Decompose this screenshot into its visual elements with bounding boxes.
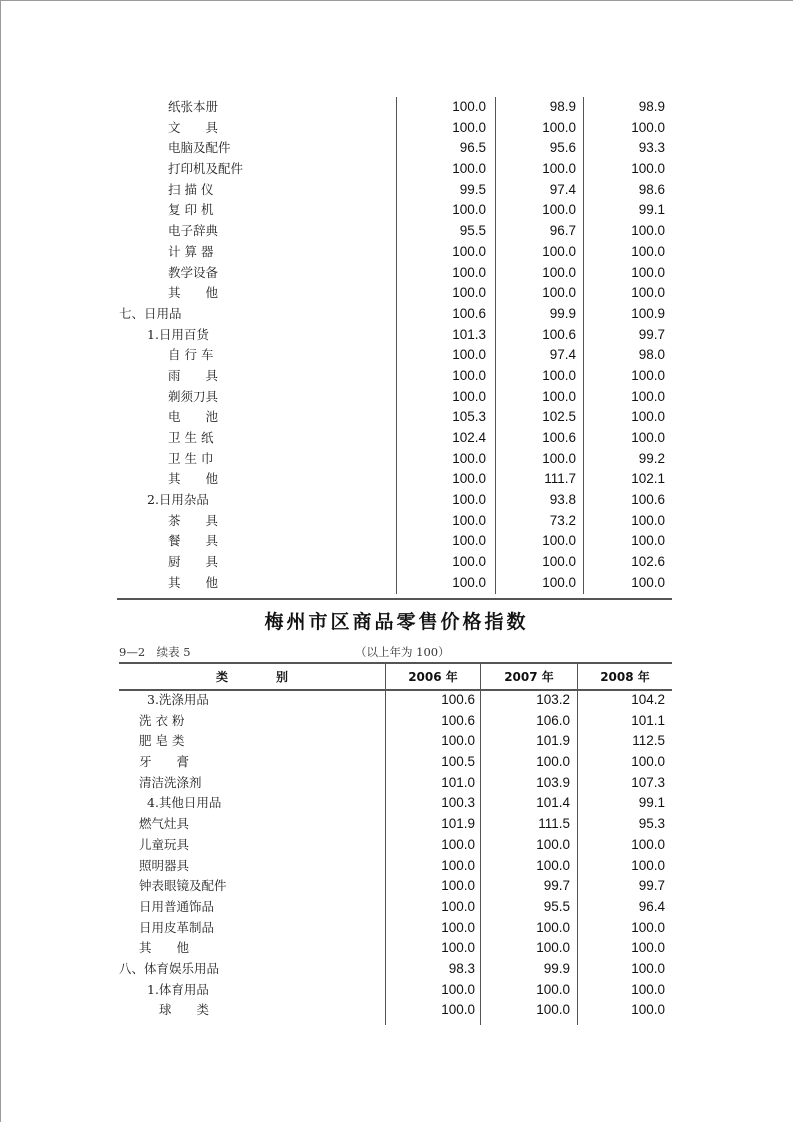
value-2008: 100.0 bbox=[631, 264, 665, 280]
value-2008: 100.0 bbox=[631, 367, 665, 383]
value-2006: 100.0 bbox=[452, 347, 486, 363]
row-category-label: 电脑及配件 bbox=[168, 140, 231, 156]
value-2007: 100.6 bbox=[542, 326, 576, 342]
table-row bbox=[119, 138, 672, 159]
value-2007: 101.9 bbox=[536, 733, 570, 749]
header-2006: 2006 年 bbox=[408, 670, 458, 684]
value-2008: 98.0 bbox=[638, 347, 665, 363]
value-2007: 111.7 bbox=[544, 471, 576, 487]
row-category-label: 雨 具 bbox=[168, 367, 219, 383]
value-2006: 100.6 bbox=[441, 712, 475, 728]
value-2008: 104.2 bbox=[631, 692, 665, 707]
value-2007: 100.6 bbox=[542, 430, 576, 445]
row-category-label: 打印机及配件 bbox=[168, 161, 244, 177]
table-row bbox=[119, 552, 672, 573]
row-category-label: 照明器具 bbox=[139, 857, 190, 873]
row-category-label: 厨 具 bbox=[168, 554, 219, 570]
row-category-label: 日用皮革制品 bbox=[139, 919, 215, 935]
value-2006: 100.0 bbox=[452, 492, 486, 508]
value-2008: 99.7 bbox=[638, 878, 665, 894]
value-2007: 103.9 bbox=[536, 774, 570, 790]
value-2006: 100.0 bbox=[452, 243, 486, 259]
row-category-label: 燃气灶具 bbox=[139, 816, 190, 832]
value-2006: 100.0 bbox=[441, 919, 475, 935]
value-2007: 97.4 bbox=[549, 181, 576, 197]
value-2008: 100.0 bbox=[631, 940, 665, 956]
value-2006: 100.0 bbox=[441, 940, 475, 956]
value-2006: 100.0 bbox=[452, 367, 486, 383]
table-row bbox=[119, 325, 672, 346]
value-2006: 100.0 bbox=[441, 878, 475, 894]
value-2006: 100.0 bbox=[441, 981, 475, 997]
value-2006: 102.4 bbox=[452, 430, 486, 445]
value-2008: 100.0 bbox=[631, 243, 665, 259]
row-category-label: 卫 生 巾 bbox=[168, 450, 214, 466]
table-row bbox=[119, 180, 672, 201]
table-id-caption: 9—2 续表 5 bbox=[119, 645, 191, 659]
value-2008: 96.4 bbox=[638, 898, 665, 914]
table-row bbox=[119, 835, 672, 856]
table-row bbox=[119, 221, 672, 242]
value-2008: 100.0 bbox=[631, 119, 665, 135]
value-2008: 99.1 bbox=[638, 795, 665, 811]
value-2006: 96.5 bbox=[459, 140, 486, 156]
row-category-label: 八、体育娱乐用品 bbox=[119, 960, 220, 976]
value-2007: 100.0 bbox=[542, 533, 576, 549]
header-2008: 2008 年 bbox=[600, 670, 650, 684]
row-category-label: 茶 具 bbox=[168, 512, 219, 528]
value-2007: 100.0 bbox=[542, 202, 576, 218]
value-2007: 111.5 bbox=[538, 816, 570, 832]
value-2006: 100.0 bbox=[452, 574, 486, 590]
value-2007: 102.5 bbox=[542, 409, 576, 425]
table-bottom-rule bbox=[117, 598, 672, 600]
table-row bbox=[119, 387, 672, 408]
value-2006: 100.0 bbox=[452, 471, 486, 487]
value-2007: 106.0 bbox=[536, 712, 570, 728]
table-row bbox=[119, 366, 672, 387]
table-row bbox=[119, 573, 672, 594]
value-2006: 100.5 bbox=[441, 754, 475, 770]
value-2008: 100.0 bbox=[631, 836, 665, 852]
value-2007: 100.0 bbox=[542, 161, 576, 177]
row-category-label: 电 池 bbox=[168, 409, 219, 425]
value-2008: 107.3 bbox=[631, 774, 665, 790]
row-category-label: 其 他 bbox=[168, 471, 219, 487]
value-2008: 100.0 bbox=[631, 981, 665, 997]
table-row bbox=[119, 856, 672, 877]
value-2006: 100.0 bbox=[452, 264, 486, 280]
value-2006: 100.0 bbox=[452, 512, 486, 528]
value-2006: 99.5 bbox=[459, 181, 486, 197]
value-2008: 100.0 bbox=[631, 409, 665, 425]
value-2006: 95.5 bbox=[459, 223, 486, 239]
value-2007: 100.0 bbox=[536, 754, 570, 770]
value-2008: 100.0 bbox=[631, 161, 665, 177]
table-row bbox=[119, 731, 672, 752]
value-2006: 105.3 bbox=[452, 409, 486, 425]
base-year-note: （以上年为 100） bbox=[355, 645, 450, 659]
row-category-label: 钟表眼镜及配件 bbox=[139, 878, 227, 894]
value-2006: 101.0 bbox=[441, 774, 475, 790]
header-category: 类 别 bbox=[215, 670, 288, 684]
table-row bbox=[119, 531, 672, 552]
value-2007: 97.4 bbox=[549, 347, 576, 363]
row-category-label: 其 他 bbox=[168, 574, 219, 590]
value-2007: 100.0 bbox=[536, 836, 570, 852]
table-row bbox=[119, 711, 672, 732]
row-category-label: 球 类 bbox=[159, 1002, 210, 1018]
table-row bbox=[119, 449, 672, 470]
value-2008: 99.2 bbox=[638, 450, 665, 466]
row-category-label: 纸张本册 bbox=[168, 99, 219, 114]
table-row bbox=[119, 97, 672, 118]
row-category-label: 电子辞典 bbox=[168, 223, 219, 239]
value-2008: 102.6 bbox=[631, 554, 665, 570]
value-2006: 100.0 bbox=[452, 202, 486, 218]
value-2008: 100.0 bbox=[631, 512, 665, 528]
value-2006: 100.0 bbox=[452, 99, 486, 114]
value-2007: 93.8 bbox=[549, 492, 576, 508]
table-row bbox=[119, 283, 672, 304]
row-category-label: 4.其他日用品 bbox=[147, 795, 222, 811]
value-2007: 95.6 bbox=[549, 140, 576, 156]
value-2007: 100.0 bbox=[542, 119, 576, 135]
value-2007: 96.7 bbox=[549, 223, 576, 239]
table-row bbox=[119, 490, 672, 511]
row-category-label: 七、日用品 bbox=[119, 305, 182, 321]
row-category-label: 1.日用百货 bbox=[147, 326, 209, 342]
value-2007: 100.0 bbox=[542, 388, 576, 404]
table-row bbox=[119, 159, 672, 180]
value-2008: 102.1 bbox=[631, 471, 665, 487]
value-2008: 95.3 bbox=[638, 816, 665, 832]
value-2006: 100.0 bbox=[441, 836, 475, 852]
value-2006: 100.0 bbox=[452, 554, 486, 570]
value-2008: 101.1 bbox=[631, 712, 665, 728]
value-2006: 100.0 bbox=[452, 388, 486, 404]
value-2008: 112.5 bbox=[632, 733, 665, 749]
value-2008: 98.6 bbox=[638, 181, 665, 197]
value-2006: 100.0 bbox=[452, 450, 486, 466]
table-row bbox=[119, 980, 672, 1001]
value-2007: 99.9 bbox=[549, 305, 576, 321]
table-row bbox=[119, 428, 672, 449]
header-2007: 2007 年 bbox=[504, 670, 554, 684]
value-2008: 100.0 bbox=[631, 574, 665, 590]
value-2007: 100.0 bbox=[542, 367, 576, 383]
top-price-index-table bbox=[119, 97, 672, 594]
value-2008: 98.9 bbox=[638, 99, 665, 114]
value-2008: 100.0 bbox=[631, 919, 665, 935]
table-row bbox=[119, 511, 672, 532]
row-category-label: 儿童玩具 bbox=[139, 836, 190, 852]
value-2006: 100.6 bbox=[452, 305, 486, 321]
value-2006: 100.0 bbox=[441, 733, 475, 749]
table-row bbox=[119, 773, 672, 794]
table-row bbox=[119, 304, 672, 325]
value-2007: 100.0 bbox=[542, 243, 576, 259]
value-2007: 101.4 bbox=[536, 795, 570, 811]
value-2008: 100.0 bbox=[631, 285, 665, 301]
table-row bbox=[119, 118, 672, 139]
value-2007: 95.5 bbox=[543, 898, 570, 914]
value-2007: 100.0 bbox=[542, 574, 576, 590]
row-category-label: 计 算 器 bbox=[168, 243, 214, 259]
row-category-label: 卫 生 纸 bbox=[168, 430, 214, 445]
table-row bbox=[119, 918, 672, 939]
value-2007: 73.2 bbox=[549, 512, 576, 528]
value-2007: 99.9 bbox=[543, 960, 570, 976]
value-2008: 99.7 bbox=[638, 326, 665, 342]
value-2006: 100.3 bbox=[441, 795, 475, 811]
row-category-label: 肥 皂 类 bbox=[139, 733, 185, 749]
value-2008: 100.0 bbox=[631, 857, 665, 873]
value-2008: 100.9 bbox=[631, 305, 665, 321]
table-row bbox=[119, 263, 672, 284]
value-2007: 103.2 bbox=[536, 692, 570, 707]
table-row bbox=[119, 938, 672, 959]
row-category-label: 2.日用杂品 bbox=[147, 492, 209, 508]
value-2008: 100.0 bbox=[631, 1002, 665, 1018]
value-2007: 99.7 bbox=[543, 878, 570, 894]
value-2008: 100.0 bbox=[631, 960, 665, 976]
table-row bbox=[119, 876, 672, 897]
value-2006: 98.3 bbox=[448, 960, 475, 976]
value-2008: 100.0 bbox=[631, 223, 665, 239]
row-category-label: 剃须刀具 bbox=[168, 388, 219, 404]
row-category-label: 3.洗涤用品 bbox=[147, 692, 209, 707]
value-2006: 101.9 bbox=[441, 816, 475, 832]
value-2006: 100.0 bbox=[452, 533, 486, 549]
row-category-label: 清洁洗涤剂 bbox=[139, 774, 202, 790]
value-2007: 100.0 bbox=[536, 1002, 570, 1018]
table-row bbox=[119, 407, 672, 428]
row-category-label: 餐 具 bbox=[168, 533, 219, 549]
value-2007: 98.9 bbox=[549, 99, 576, 114]
value-2006: 100.0 bbox=[452, 285, 486, 301]
table-row bbox=[119, 959, 672, 980]
value-2007: 100.0 bbox=[542, 554, 576, 570]
table-row bbox=[119, 1000, 672, 1021]
page-title: 梅州市区商品零售价格指数 bbox=[264, 611, 529, 633]
value-2006: 101.3 bbox=[452, 326, 486, 342]
table-row bbox=[119, 897, 672, 918]
row-category-label: 文 具 bbox=[168, 119, 219, 135]
table-row bbox=[119, 200, 672, 221]
value-2006: 100.6 bbox=[441, 692, 475, 707]
row-category-label: 复 印 机 bbox=[168, 202, 214, 218]
table-row bbox=[119, 690, 672, 711]
value-2007: 100.0 bbox=[536, 981, 570, 997]
value-2006: 100.0 bbox=[441, 898, 475, 914]
table-row bbox=[119, 814, 672, 835]
value-2007: 100.0 bbox=[536, 940, 570, 956]
value-2007: 100.0 bbox=[536, 919, 570, 935]
table-row bbox=[119, 793, 672, 814]
table-row bbox=[119, 242, 672, 263]
row-category-label: 1.体育用品 bbox=[147, 981, 209, 997]
value-2008: 100.0 bbox=[631, 533, 665, 549]
table-row bbox=[119, 345, 672, 366]
value-2008: 100.6 bbox=[631, 492, 665, 508]
value-2007: 100.0 bbox=[536, 857, 570, 873]
table-row bbox=[119, 469, 672, 490]
row-category-label: 洗 衣 粉 bbox=[139, 712, 185, 728]
value-2007: 100.0 bbox=[542, 264, 576, 280]
bottom-price-index-table bbox=[119, 690, 672, 1021]
value-2008: 100.0 bbox=[631, 430, 665, 445]
value-2008: 100.0 bbox=[631, 754, 665, 770]
row-category-label: 其 他 bbox=[139, 940, 190, 956]
row-category-label: 其 他 bbox=[168, 285, 219, 301]
value-2008: 99.1 bbox=[638, 202, 665, 218]
row-category-label: 自 行 车 bbox=[168, 347, 214, 363]
row-category-label: 教学设备 bbox=[168, 264, 219, 280]
value-2008: 100.0 bbox=[631, 388, 665, 404]
value-2006: 100.0 bbox=[452, 119, 486, 135]
row-category-label: 扫 描 仪 bbox=[168, 181, 214, 197]
row-category-label: 日用普通饰品 bbox=[139, 898, 215, 914]
value-2006: 100.0 bbox=[452, 161, 486, 177]
row-category-label: 牙 膏 bbox=[139, 754, 190, 770]
value-2007: 100.0 bbox=[542, 285, 576, 301]
value-2006: 100.0 bbox=[441, 1002, 475, 1018]
table-row bbox=[119, 752, 672, 773]
value-2007: 100.0 bbox=[542, 450, 576, 466]
value-2006: 100.0 bbox=[441, 857, 475, 873]
value-2008: 93.3 bbox=[638, 140, 665, 156]
